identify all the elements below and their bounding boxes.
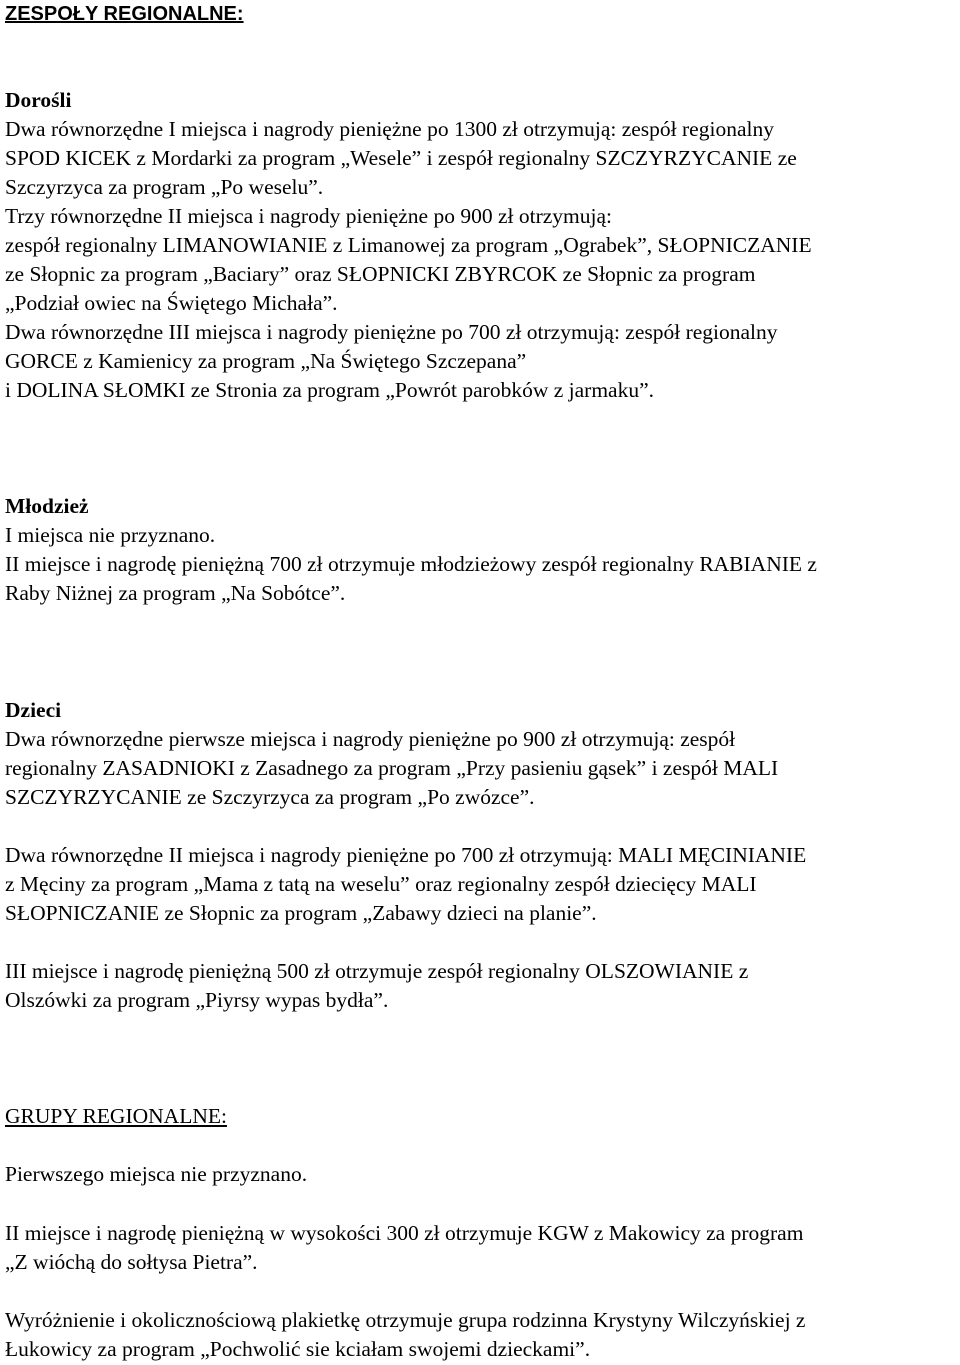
section-title-grupy: GRUPY REGIONALNE: <box>5 1104 227 1128</box>
section-title-mlodziez: Młodzież <box>5 494 89 518</box>
paragraph-line: Olszówki za program „Piyrsy wypas bydła”. <box>5 988 389 1012</box>
section-grupy-part2 <box>5 1219 958 1277</box>
paragraph-line: Dwa równorzędne II miejsca i nagrody pieniężne po 700 zł otrzymują: MALI MĘCINIANIE <box>5 843 807 867</box>
paragraph-line: SŁOPNICZANIE ze Słopnic za program „Zabawy dzieci na planie”. <box>5 901 597 925</box>
paragraph-line: Dwa równorzędne pierwsze miejsca i nagrody pieniężne po 900 zł otrzymują: zespół <box>5 727 736 751</box>
paragraph-line: Trzy równorzędne II miejsca i nagrody pieniężne po 900 zł otrzymują: <box>5 204 612 228</box>
paragraph-line: regionalny ZASADNIOKI z Zasadnego za program „Przy pasieniu gąsek” i zespół MALI <box>5 756 779 780</box>
paragraph-line: „Z wióchą do sołtysa Pietra”. <box>5 1250 258 1274</box>
paragraph-line: II miejsce i nagrodę pieniężną w wysokości 300 zł otrzymuje KGW z Makowicy za program <box>5 1221 804 1245</box>
paragraph-line: Łukowicy za program „Pochwolić sie kciałam swojemi dzieckami”. <box>5 1337 591 1361</box>
section-dzieci <box>5 696 958 812</box>
paragraph-line: z Męciny za program „Mama z tatą na weselu” oraz regionalny zespół dziecięcy MALI <box>5 872 757 896</box>
paragraph-line: II miejsce i nagrodę pieniężną 700 zł otrzymuje młodzieżowy zespół regionalny RABIANIE z <box>5 552 817 576</box>
section-title-dorosli: Dorośli <box>5 88 72 112</box>
paragraph-line: „Podział owiec na Świętego Michała”. <box>5 291 338 315</box>
paragraph-line: SPOD KICEK z Mordarki za program „Wesele” i zespół regionalny SZCZYRZYCANIE ze <box>5 146 797 170</box>
section-dorosli <box>5 86 958 405</box>
paragraph-line: Raby Niżnej za program „Na Sobótce”. <box>5 581 346 605</box>
section-grupy-part1 <box>5 1160 958 1189</box>
paragraph-line: Dwa równorzędne III miejsca i nagrody pieniężne po 700 zł otrzymują: zespół regionalny <box>5 320 778 344</box>
paragraph-line: Wyróżnienie i okolicznościową plakietkę otrzymuje grupa rodzinna Krystyny Wilczyńskiej z <box>5 1308 806 1332</box>
paragraph-line: Dwa równorzędne I miejsca i nagrody pieniężne po 1300 zł otrzymują: zespół regionalny <box>5 117 774 141</box>
section-dzieci-part3 <box>5 957 958 1015</box>
paragraph-line: GORCE z Kamienicy za program „Na Świętego Szczepana” <box>5 349 527 373</box>
paragraph-line: ze Słopnic za program „Baciary” oraz SŁOPNICKI ZBYRCOK ze Słopnic za program <box>5 262 756 286</box>
section-grupy <box>5 1102 958 1131</box>
paragraph-line: i DOLINA SŁOMKI ze Stronia za program „Powrót parobków z jarmaku”. <box>5 378 655 402</box>
document-header <box>5 0 958 29</box>
section-mlodziez <box>5 492 958 608</box>
paragraph-line: III miejsce i nagrodę pieniężną 500 zł otrzymuje zespół regionalny OLSZOWIANIE z <box>5 959 749 983</box>
section-title-dzieci: Dzieci <box>5 698 62 722</box>
main-heading: ZESPOŁY REGIONALNE: <box>5 3 244 25</box>
paragraph-line: I miejsca nie przyznano. <box>5 523 216 547</box>
paragraph-line: zespół regionalny LIMANOWIANIE z Limanowej za program „Ograbek”, SŁOPNICZANIE <box>5 233 812 257</box>
paragraph-line: Pierwszego miejsca nie przyznano. <box>5 1162 308 1186</box>
paragraph-line: Szczyrzyca za program „Po weselu”. <box>5 175 324 199</box>
section-dzieci-part2 <box>5 841 958 928</box>
paragraph-line: SZCZYRZYCANIE ze Szczyrzyca za program „Po zwózce”. <box>5 785 535 809</box>
section-grupy-part3 <box>5 1306 958 1364</box>
